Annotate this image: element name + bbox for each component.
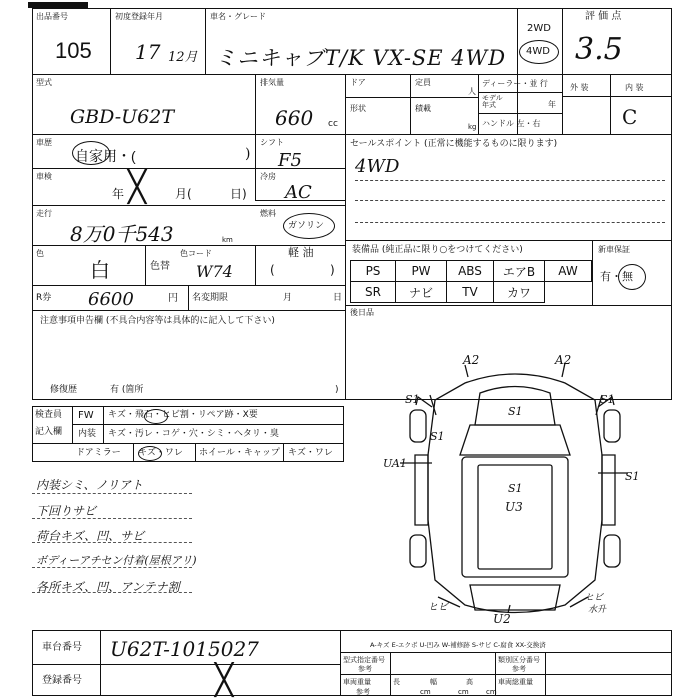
equip-navi: ナビ	[395, 281, 447, 303]
mark-s1-center: S1	[508, 482, 523, 495]
model-year-label: モデル 年式	[482, 94, 503, 109]
type-designation-label: 型式指定番号	[343, 656, 385, 664]
remark-5: 各所キズ、凹、アンテナ割	[36, 580, 180, 594]
chassis-value: U62T-1015027	[110, 637, 259, 661]
color-change-label: 色替	[150, 261, 170, 272]
car-name: ミニキャブT/K VX-SE 4WD	[215, 46, 507, 70]
warranty-label: 新車保証	[598, 245, 630, 254]
sales-point-label: セールスポイント (正常に機能するものに限ります)	[350, 139, 558, 149]
history-value: 自家用・(	[75, 148, 136, 164]
mark-hibi-left: ヒビ	[428, 602, 448, 613]
interior-insp-label: 内装	[78, 429, 97, 439]
recycle-unit: 円	[168, 293, 178, 304]
history-circle	[72, 141, 110, 165]
model-year-unit: 年	[548, 100, 556, 109]
cm-unit-1: cm	[420, 688, 431, 696]
mark-s1-tl: S1	[405, 393, 420, 406]
equip-airbag: エアB	[493, 260, 545, 282]
inspection-day: 日)	[230, 187, 247, 201]
mark-s1-roof: S1	[508, 405, 523, 418]
repair-label: 修復歴	[50, 385, 78, 395]
mark-s1-right: S1	[625, 470, 640, 483]
mileage-value: 8万0千543	[70, 222, 174, 246]
insurance-month: 月	[283, 293, 293, 303]
color-label: 色	[36, 249, 44, 258]
equip-tv: TV	[446, 281, 494, 303]
shift-value: F5	[278, 150, 302, 171]
mark-s1-tr: S1	[600, 393, 615, 406]
remark-2: 下回りサビ	[36, 504, 97, 518]
mirror-label: ドアミラー	[76, 448, 121, 458]
mark-a2-left: A2	[463, 353, 480, 367]
car-name-label: 車名・グレード	[210, 12, 266, 21]
equip-leather: カワ	[493, 281, 545, 303]
wheel-text: キズ・ワレ	[288, 448, 333, 458]
cooling-value: AC	[285, 182, 312, 203]
repair-close: )	[335, 385, 339, 395]
warranty-circle	[618, 264, 646, 290]
equip-ps: PS	[350, 260, 396, 282]
drive-4wd: 4WD	[526, 46, 550, 57]
drive-2wd: 2WD	[527, 23, 551, 34]
post-label: 後日品	[350, 308, 374, 317]
recycle-label: R券	[36, 293, 52, 303]
gross-weight-label: 車両総重量	[498, 678, 533, 686]
capacity-label: 定員	[415, 78, 431, 87]
load-label: 積載	[415, 104, 431, 113]
cooling-label: 冷房	[260, 172, 276, 181]
capacity-unit: 人	[468, 87, 476, 96]
color-value: 白	[90, 258, 110, 282]
score-label: 評 価 点	[585, 11, 622, 22]
mark-hibi-right: ヒビ	[585, 593, 604, 603]
first-reg-year: 17	[135, 40, 161, 64]
equipment-label: 装備品 (純正品に限り○をつけてください)	[352, 245, 523, 255]
mileage-label: 走行	[36, 209, 52, 218]
inspection-year: 年	[112, 187, 125, 201]
color-code-label: 色コード	[180, 249, 212, 258]
mirror-text: キズ・ワレ	[138, 448, 183, 458]
inspector-label-1: 検査員	[35, 410, 63, 420]
fuel-circle	[283, 213, 335, 239]
history-label: 車歴	[36, 138, 52, 147]
fw-text: キズ・飛石・ヒビ割・リペア跡・X要	[108, 410, 258, 420]
drive-4wd-circle	[519, 40, 559, 64]
inspection-label: 車検	[36, 172, 52, 181]
displacement-unit: cc	[328, 119, 338, 129]
fuel-label: 燃料	[260, 209, 276, 218]
mark-s1-bl: S1	[430, 430, 445, 443]
shift-label: シフト	[260, 138, 284, 147]
height-label: 高	[466, 678, 473, 686]
dealer-label: ディーラー・並 行	[482, 79, 548, 88]
remark-1: 内装シミ、ノリアト	[36, 478, 144, 492]
interior-label: 内 装	[625, 83, 644, 92]
length-label: 長	[393, 678, 400, 686]
equip-sr: SR	[350, 281, 396, 303]
door-label: ドア	[350, 78, 366, 87]
remark-3: 荷台キズ、凹、サビ	[36, 529, 145, 543]
interior-grade: C	[622, 105, 638, 129]
exterior-label: 外 装	[570, 83, 589, 92]
mark-a2-right: A2	[555, 353, 572, 367]
cm-unit-3: cm	[486, 688, 497, 696]
lot-number: 105	[55, 38, 92, 63]
shape-label: 形状	[350, 104, 366, 113]
fuel-paren-l: (	[270, 263, 275, 277]
interior-insp-text: キズ・汚レ・コゲ・穴・シミ・ヘタリ・臭	[108, 429, 279, 439]
vehicle-weight-label: 車両重量	[343, 678, 371, 686]
fw-label: FW	[78, 410, 94, 421]
width-label: 幅	[430, 678, 437, 686]
sales-point-value: 4WD	[355, 156, 400, 177]
registration-cross: ╳	[215, 663, 234, 698]
mark-u2: U2	[493, 612, 511, 626]
cm-unit-2: cm	[458, 688, 469, 696]
ref-label-1: 参考	[358, 665, 372, 673]
fuel-paren-r: )	[330, 263, 335, 277]
insurance-label: 名変期限	[192, 293, 229, 303]
equip-aw: AW	[544, 260, 592, 282]
color-code: W74	[196, 262, 233, 281]
mark-u3: U3	[505, 500, 523, 514]
ref-label-3: 参考	[356, 688, 370, 696]
recycle-value: 6600	[88, 289, 134, 310]
load-unit: kg	[468, 123, 477, 131]
displacement-label: 排気量	[260, 78, 284, 87]
lot-label: 出品番号	[36, 12, 68, 21]
warranty-value: 有・無	[600, 270, 633, 283]
first-reg-month: 12月	[168, 50, 198, 65]
inspection-month: 月(	[175, 187, 192, 201]
mileage-unit: km	[222, 236, 233, 244]
fuel-value: ガソリン	[288, 221, 325, 231]
mark-ua1: UA1	[383, 457, 407, 470]
mark-water: 水升	[588, 605, 607, 615]
inspection-cross: ╳	[128, 170, 147, 205]
history-close: )	[245, 146, 251, 162]
handle-label: ハンドル 左・右	[482, 119, 541, 128]
registration-label: 登録番号	[42, 675, 82, 686]
inspector-label-2: 記入欄	[35, 427, 63, 437]
chassis-label: 車台番号	[42, 642, 82, 653]
score-value: 3.5	[575, 32, 623, 67]
wheel-label: ホイール・キャップ	[199, 448, 280, 458]
notes-label: 注意事項申告欄 (不具合内容等は具体的に記入して下さい)	[40, 316, 275, 326]
repair-value: 有 (箇所	[110, 385, 144, 395]
equip-pw: PW	[395, 260, 447, 282]
equip-abs: ABS	[446, 260, 494, 282]
fuel-alt: 軽 油	[288, 246, 314, 259]
class-number-label: 類別区分番号	[498, 656, 540, 664]
displacement-value: 660	[275, 106, 314, 130]
model-label: 型式	[36, 78, 52, 87]
remark-4: ボディーアチセン付着(屋根アリ)	[36, 554, 197, 567]
damage-legend: A-キズ E-エクボ U-凹み W-補修跡 S-サビ C-腐食 XX-交換済	[370, 641, 546, 649]
model-value: GBD-U62T	[70, 106, 175, 128]
ref-label-2: 参考	[512, 665, 526, 673]
first-reg-label: 初度登録年月	[115, 12, 163, 21]
insurance-day: 日	[333, 293, 343, 303]
